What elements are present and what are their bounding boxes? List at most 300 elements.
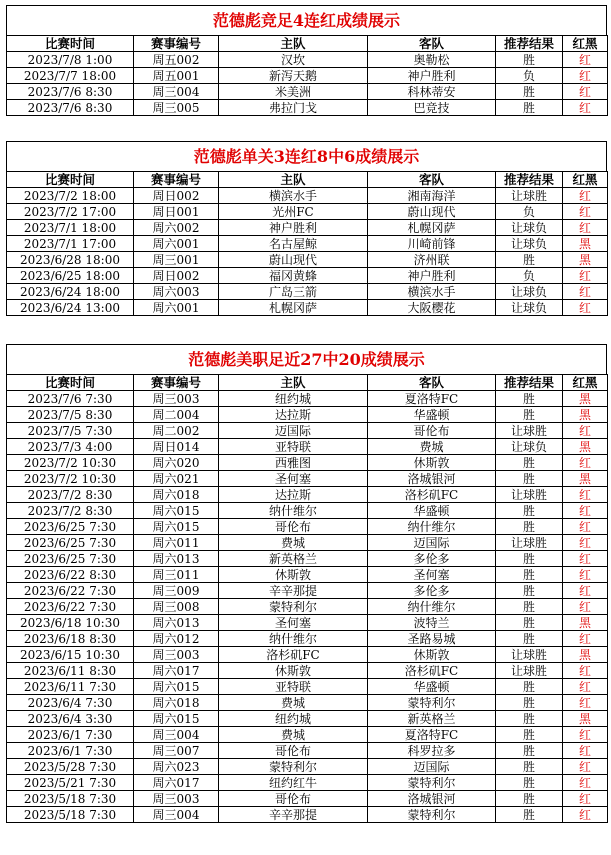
away-team: 纳什维尔 bbox=[368, 519, 496, 535]
match-time: 2023/5/28 7:30 bbox=[7, 759, 134, 775]
hit-status: 红 bbox=[563, 487, 608, 503]
home-team: 纳什维尔 bbox=[219, 631, 368, 647]
home-team: 神户胜利 bbox=[219, 220, 368, 236]
hit-status: 红 bbox=[563, 100, 608, 116]
match-time: 2023/7/5 8:30 bbox=[7, 407, 134, 423]
away-team: 洛城银河 bbox=[368, 791, 496, 807]
match-time: 2023/6/18 8:30 bbox=[7, 631, 134, 647]
pick-result: 胜 bbox=[496, 455, 563, 471]
table-row bbox=[7, 599, 608, 615]
match-time: 2023/6/15 10:30 bbox=[7, 647, 134, 663]
hit-status: 红 bbox=[563, 663, 608, 679]
home-team: 达拉斯 bbox=[219, 407, 368, 423]
table-row bbox=[7, 791, 608, 807]
home-team: 汉坎 bbox=[219, 52, 368, 68]
match-id: 周六011 bbox=[134, 535, 219, 551]
column-header: 主队 bbox=[219, 375, 368, 391]
hit-status: 黑 bbox=[563, 647, 608, 663]
match-id: 周六001 bbox=[134, 300, 219, 316]
table-row bbox=[7, 647, 608, 663]
match-time: 2023/5/18 7:30 bbox=[7, 791, 134, 807]
pick-result: 胜 bbox=[496, 791, 563, 807]
home-team: 名古屋鲸 bbox=[219, 236, 368, 252]
away-team: 波特兰 bbox=[368, 615, 496, 631]
match-id: 周六015 bbox=[134, 503, 219, 519]
table-header-row bbox=[7, 172, 608, 188]
match-id: 周六018 bbox=[134, 487, 219, 503]
column-header: 红黑 bbox=[563, 172, 608, 188]
table-row bbox=[7, 743, 608, 759]
home-team: 札幌冈萨 bbox=[219, 300, 368, 316]
hit-status: 红 bbox=[563, 583, 608, 599]
column-header: 赛事编号 bbox=[134, 36, 219, 52]
column-header: 红黑 bbox=[563, 36, 608, 52]
match-id: 周六015 bbox=[134, 519, 219, 535]
hit-status: 红 bbox=[563, 300, 608, 316]
match-id: 周三001 bbox=[134, 252, 219, 268]
match-id: 周六021 bbox=[134, 471, 219, 487]
hit-status: 红 bbox=[563, 743, 608, 759]
away-team: 横滨水手 bbox=[368, 284, 496, 300]
pick-result: 胜 bbox=[496, 759, 563, 775]
pick-result: 胜 bbox=[496, 252, 563, 268]
away-team: 蒙特利尔 bbox=[368, 807, 496, 823]
match-time: 2023/6/24 18:00 bbox=[7, 284, 134, 300]
away-team: 休斯敦 bbox=[368, 647, 496, 663]
match-time: 2023/7/2 18:00 bbox=[7, 188, 134, 204]
home-team: 蔚山现代 bbox=[219, 252, 368, 268]
match-time: 2023/6/24 13:00 bbox=[7, 300, 134, 316]
table-row bbox=[7, 711, 608, 727]
home-team: 休斯敦 bbox=[219, 567, 368, 583]
home-team: 费城 bbox=[219, 535, 368, 551]
match-id: 周日014 bbox=[134, 439, 219, 455]
table-row bbox=[7, 439, 608, 455]
results-section bbox=[6, 5, 607, 116]
home-team: 费城 bbox=[219, 695, 368, 711]
home-team: 圣何塞 bbox=[219, 615, 368, 631]
pick-result: 胜 bbox=[496, 807, 563, 823]
column-header: 主队 bbox=[219, 36, 368, 52]
home-team: 洛杉矶FC bbox=[219, 647, 368, 663]
match-time: 2023/7/2 10:30 bbox=[7, 471, 134, 487]
pick-result: 让球胜 bbox=[496, 487, 563, 503]
match-time: 2023/6/25 18:00 bbox=[7, 268, 134, 284]
away-team: 奥勒松 bbox=[368, 52, 496, 68]
hit-status: 黑 bbox=[563, 407, 608, 423]
home-team: 迈国际 bbox=[219, 423, 368, 439]
table-row bbox=[7, 423, 608, 439]
away-team: 迈国际 bbox=[368, 759, 496, 775]
away-team: 圣路易城 bbox=[368, 631, 496, 647]
hit-status: 红 bbox=[563, 599, 608, 615]
home-team: 哥伦布 bbox=[219, 743, 368, 759]
match-time: 2023/7/2 8:30 bbox=[7, 503, 134, 519]
hit-status: 红 bbox=[563, 807, 608, 823]
home-team: 辛辛那提 bbox=[219, 807, 368, 823]
table-header-row bbox=[7, 375, 608, 391]
away-team: 多伦多 bbox=[368, 551, 496, 567]
match-time: 2023/6/28 18:00 bbox=[7, 252, 134, 268]
home-team: 圣何塞 bbox=[219, 471, 368, 487]
section-title: 范德彪美职足近27中20成绩展示 bbox=[6, 344, 607, 374]
table-row bbox=[7, 300, 608, 316]
hit-status: 红 bbox=[563, 695, 608, 711]
column-header: 推荐结果 bbox=[496, 172, 563, 188]
match-id: 周五001 bbox=[134, 68, 219, 84]
table-row bbox=[7, 759, 608, 775]
away-team: 迈国际 bbox=[368, 535, 496, 551]
pick-result: 胜 bbox=[496, 551, 563, 567]
match-time: 2023/6/22 7:30 bbox=[7, 599, 134, 615]
pick-result: 胜 bbox=[496, 727, 563, 743]
hit-status: 红 bbox=[563, 759, 608, 775]
away-team: 洛城银河 bbox=[368, 471, 496, 487]
match-id: 周六013 bbox=[134, 615, 219, 631]
pick-result: 让球负 bbox=[496, 300, 563, 316]
match-id: 周三004 bbox=[134, 807, 219, 823]
home-team: 新英格兰 bbox=[219, 551, 368, 567]
match-id: 周日002 bbox=[134, 268, 219, 284]
table-row bbox=[7, 220, 608, 236]
away-team: 蔚山现代 bbox=[368, 204, 496, 220]
match-id: 周三007 bbox=[134, 743, 219, 759]
column-header: 客队 bbox=[368, 375, 496, 391]
match-id: 周三004 bbox=[134, 727, 219, 743]
match-time: 2023/7/7 18:00 bbox=[7, 68, 134, 84]
column-header: 比赛时间 bbox=[7, 172, 134, 188]
hit-status: 黑 bbox=[563, 236, 608, 252]
table-row bbox=[7, 775, 608, 791]
table-row bbox=[7, 100, 608, 116]
away-team: 洛杉矶FC bbox=[368, 487, 496, 503]
hit-status: 红 bbox=[563, 284, 608, 300]
match-id: 周二002 bbox=[134, 423, 219, 439]
home-team: 光州FC bbox=[219, 204, 368, 220]
table-row bbox=[7, 631, 608, 647]
away-team: 科罗拉多 bbox=[368, 743, 496, 759]
pick-result: 胜 bbox=[496, 391, 563, 407]
pick-result: 让球胜 bbox=[496, 188, 563, 204]
match-id: 周日002 bbox=[134, 188, 219, 204]
pick-result: 让球负 bbox=[496, 439, 563, 455]
match-time: 2023/7/6 8:30 bbox=[7, 84, 134, 100]
table-row bbox=[7, 68, 608, 84]
table-row bbox=[7, 663, 608, 679]
away-team: 神户胜利 bbox=[368, 268, 496, 284]
home-team: 纽约红牛 bbox=[219, 775, 368, 791]
match-time: 2023/6/11 7:30 bbox=[7, 679, 134, 695]
home-team: 蒙特利尔 bbox=[219, 759, 368, 775]
pick-result: 让球负 bbox=[496, 220, 563, 236]
match-time: 2023/6/22 8:30 bbox=[7, 567, 134, 583]
hit-status: 红 bbox=[563, 791, 608, 807]
results-section bbox=[6, 344, 607, 823]
column-header: 赛事编号 bbox=[134, 172, 219, 188]
match-time: 2023/6/1 7:30 bbox=[7, 743, 134, 759]
hit-status: 红 bbox=[563, 679, 608, 695]
table-row bbox=[7, 284, 608, 300]
pick-result: 胜 bbox=[496, 599, 563, 615]
match-id: 周六012 bbox=[134, 631, 219, 647]
column-header: 比赛时间 bbox=[7, 375, 134, 391]
home-team: 费城 bbox=[219, 727, 368, 743]
column-header: 比赛时间 bbox=[7, 36, 134, 52]
away-team: 华盛顿 bbox=[368, 679, 496, 695]
pick-result: 负 bbox=[496, 204, 563, 220]
column-header: 赛事编号 bbox=[134, 375, 219, 391]
table-row bbox=[7, 535, 608, 551]
hit-status: 红 bbox=[563, 551, 608, 567]
match-id: 周三005 bbox=[134, 100, 219, 116]
pick-result: 负 bbox=[496, 68, 563, 84]
table-row bbox=[7, 695, 608, 711]
table-row bbox=[7, 615, 608, 631]
match-time: 2023/7/6 7:30 bbox=[7, 391, 134, 407]
away-team: 华盛顿 bbox=[368, 503, 496, 519]
match-id: 周六001 bbox=[134, 236, 219, 252]
home-team: 米美洲 bbox=[219, 84, 368, 100]
table-row bbox=[7, 252, 608, 268]
table-row bbox=[7, 84, 608, 100]
pick-result: 胜 bbox=[496, 695, 563, 711]
pick-result: 让球胜 bbox=[496, 423, 563, 439]
match-id: 周六015 bbox=[134, 711, 219, 727]
table-row bbox=[7, 391, 608, 407]
table-row bbox=[7, 52, 608, 68]
match-time: 2023/5/18 7:30 bbox=[7, 807, 134, 823]
match-id: 周六017 bbox=[134, 663, 219, 679]
results-table bbox=[6, 35, 608, 116]
away-team: 纳什维尔 bbox=[368, 599, 496, 615]
home-team: 休斯敦 bbox=[219, 663, 368, 679]
hit-status: 红 bbox=[563, 52, 608, 68]
hit-status: 红 bbox=[563, 204, 608, 220]
column-header: 客队 bbox=[368, 172, 496, 188]
pick-result: 胜 bbox=[496, 615, 563, 631]
hit-status: 红 bbox=[563, 423, 608, 439]
match-time: 2023/6/25 7:30 bbox=[7, 519, 134, 535]
pick-result: 胜 bbox=[496, 503, 563, 519]
table-row bbox=[7, 551, 608, 567]
away-team: 川崎前锋 bbox=[368, 236, 496, 252]
match-time: 2023/7/1 17:00 bbox=[7, 236, 134, 252]
pick-result: 让球负 bbox=[496, 236, 563, 252]
match-id: 周六013 bbox=[134, 551, 219, 567]
match-time: 2023/7/1 18:00 bbox=[7, 220, 134, 236]
hit-status: 红 bbox=[563, 503, 608, 519]
results-table bbox=[6, 171, 608, 316]
match-id: 周三004 bbox=[134, 84, 219, 100]
match-time: 2023/6/11 8:30 bbox=[7, 663, 134, 679]
pick-result: 胜 bbox=[496, 471, 563, 487]
home-team: 亚特联 bbox=[219, 679, 368, 695]
table-row bbox=[7, 487, 608, 503]
away-team: 多伦多 bbox=[368, 583, 496, 599]
away-team: 哥伦布 bbox=[368, 423, 496, 439]
hit-status: 红 bbox=[563, 455, 608, 471]
table-row bbox=[7, 567, 608, 583]
home-team: 西雅图 bbox=[219, 455, 368, 471]
match-time: 2023/7/5 7:30 bbox=[7, 423, 134, 439]
table-row bbox=[7, 503, 608, 519]
home-team: 亚特联 bbox=[219, 439, 368, 455]
column-header: 主队 bbox=[219, 172, 368, 188]
away-team: 蒙特利尔 bbox=[368, 775, 496, 791]
column-header: 客队 bbox=[368, 36, 496, 52]
pick-result: 胜 bbox=[496, 100, 563, 116]
away-team: 科林蒂安 bbox=[368, 84, 496, 100]
pick-result: 负 bbox=[496, 268, 563, 284]
home-team: 纽约城 bbox=[219, 711, 368, 727]
pick-result: 胜 bbox=[496, 407, 563, 423]
away-team: 札幌冈萨 bbox=[368, 220, 496, 236]
match-id: 周三003 bbox=[134, 791, 219, 807]
table-row bbox=[7, 407, 608, 423]
match-id: 周六002 bbox=[134, 220, 219, 236]
match-time: 2023/6/25 7:30 bbox=[7, 551, 134, 567]
home-team: 辛辛那提 bbox=[219, 583, 368, 599]
match-id: 周六017 bbox=[134, 775, 219, 791]
hit-status: 黑 bbox=[563, 252, 608, 268]
match-time: 2023/7/2 10:30 bbox=[7, 455, 134, 471]
match-time: 2023/6/4 7:30 bbox=[7, 695, 134, 711]
pick-result: 胜 bbox=[496, 519, 563, 535]
hit-status: 黑 bbox=[563, 391, 608, 407]
match-id: 周三009 bbox=[134, 583, 219, 599]
pick-result: 让球负 bbox=[496, 284, 563, 300]
match-id: 周三008 bbox=[134, 599, 219, 615]
hit-status: 红 bbox=[563, 631, 608, 647]
pick-result: 胜 bbox=[496, 679, 563, 695]
table-row bbox=[7, 236, 608, 252]
pick-result: 胜 bbox=[496, 567, 563, 583]
away-team: 新英格兰 bbox=[368, 711, 496, 727]
hit-status: 黑 bbox=[563, 471, 608, 487]
away-team: 蒙特利尔 bbox=[368, 695, 496, 711]
hit-status: 红 bbox=[563, 188, 608, 204]
hit-status: 红 bbox=[563, 567, 608, 583]
hit-status: 黑 bbox=[563, 711, 608, 727]
match-time: 2023/5/21 7:30 bbox=[7, 775, 134, 791]
home-team: 新泻天鹅 bbox=[219, 68, 368, 84]
away-team: 洛杉矶FC bbox=[368, 663, 496, 679]
home-team: 纳什维尔 bbox=[219, 503, 368, 519]
home-team: 广岛三箭 bbox=[219, 284, 368, 300]
pick-result: 胜 bbox=[496, 631, 563, 647]
match-time: 2023/7/3 4:00 bbox=[7, 439, 134, 455]
pick-result: 胜 bbox=[496, 84, 563, 100]
table-row bbox=[7, 727, 608, 743]
away-team: 休斯敦 bbox=[368, 455, 496, 471]
column-header: 红黑 bbox=[563, 375, 608, 391]
pick-result: 让球胜 bbox=[496, 535, 563, 551]
match-id: 周三003 bbox=[134, 647, 219, 663]
pick-result: 胜 bbox=[496, 711, 563, 727]
match-id: 周六020 bbox=[134, 455, 219, 471]
hit-status: 红 bbox=[563, 84, 608, 100]
hit-status: 红 bbox=[563, 68, 608, 84]
table-row bbox=[7, 204, 608, 220]
table-row bbox=[7, 583, 608, 599]
pick-result: 胜 bbox=[496, 52, 563, 68]
hit-status: 红 bbox=[563, 268, 608, 284]
section-title: 范德彪竞足4连红成绩展示 bbox=[6, 5, 607, 35]
column-header: 推荐结果 bbox=[496, 36, 563, 52]
home-team: 横滨水手 bbox=[219, 188, 368, 204]
match-time: 2023/7/2 8:30 bbox=[7, 487, 134, 503]
home-team: 福冈黄蜂 bbox=[219, 268, 368, 284]
home-team: 达拉斯 bbox=[219, 487, 368, 503]
pick-result: 让球胜 bbox=[496, 663, 563, 679]
hit-status: 红 bbox=[563, 775, 608, 791]
hit-status: 红 bbox=[563, 220, 608, 236]
match-id: 周六003 bbox=[134, 284, 219, 300]
table-row bbox=[7, 519, 608, 535]
table-row bbox=[7, 268, 608, 284]
away-team: 华盛顿 bbox=[368, 407, 496, 423]
pick-result: 胜 bbox=[496, 775, 563, 791]
away-team: 神户胜利 bbox=[368, 68, 496, 84]
match-time: 2023/7/8 1:00 bbox=[7, 52, 134, 68]
match-time: 2023/6/4 3:30 bbox=[7, 711, 134, 727]
hit-status: 红 bbox=[563, 519, 608, 535]
table-row bbox=[7, 679, 608, 695]
match-time: 2023/7/2 17:00 bbox=[7, 204, 134, 220]
pick-result: 胜 bbox=[496, 743, 563, 759]
match-id: 周三011 bbox=[134, 567, 219, 583]
match-id: 周日001 bbox=[134, 204, 219, 220]
hit-status: 红 bbox=[563, 535, 608, 551]
match-id: 周六015 bbox=[134, 679, 219, 695]
hit-status: 红 bbox=[563, 727, 608, 743]
pick-result: 让球胜 bbox=[496, 647, 563, 663]
away-team: 湘南海洋 bbox=[368, 188, 496, 204]
away-team: 夏洛特FC bbox=[368, 391, 496, 407]
match-id: 周五002 bbox=[134, 52, 219, 68]
match-id: 周六023 bbox=[134, 759, 219, 775]
table-row bbox=[7, 471, 608, 487]
match-time: 2023/6/18 10:30 bbox=[7, 615, 134, 631]
away-team: 巴竞技 bbox=[368, 100, 496, 116]
away-team: 济州联 bbox=[368, 252, 496, 268]
match-time: 2023/7/6 8:30 bbox=[7, 100, 134, 116]
away-team: 费城 bbox=[368, 439, 496, 455]
column-header: 推荐结果 bbox=[496, 375, 563, 391]
section-title: 范德彪单关3连红8中6成绩展示 bbox=[6, 141, 607, 171]
home-team: 哥伦布 bbox=[219, 791, 368, 807]
results-section bbox=[6, 141, 607, 316]
match-time: 2023/6/22 7:30 bbox=[7, 583, 134, 599]
hit-status: 黑 bbox=[563, 615, 608, 631]
results-table bbox=[6, 374, 608, 823]
table-row bbox=[7, 188, 608, 204]
away-team: 大阪樱花 bbox=[368, 300, 496, 316]
home-team: 弗拉门戈 bbox=[219, 100, 368, 116]
hit-status: 黑 bbox=[563, 439, 608, 455]
table-row bbox=[7, 807, 608, 823]
away-team: 圣何塞 bbox=[368, 567, 496, 583]
table-row bbox=[7, 455, 608, 471]
match-time: 2023/6/1 7:30 bbox=[7, 727, 134, 743]
match-id: 周三003 bbox=[134, 391, 219, 407]
match-id: 周六018 bbox=[134, 695, 219, 711]
match-time: 2023/6/25 7:30 bbox=[7, 535, 134, 551]
home-team: 蒙特利尔 bbox=[219, 599, 368, 615]
home-team: 哥伦布 bbox=[219, 519, 368, 535]
home-team: 纽约城 bbox=[219, 391, 368, 407]
away-team: 夏洛特FC bbox=[368, 727, 496, 743]
